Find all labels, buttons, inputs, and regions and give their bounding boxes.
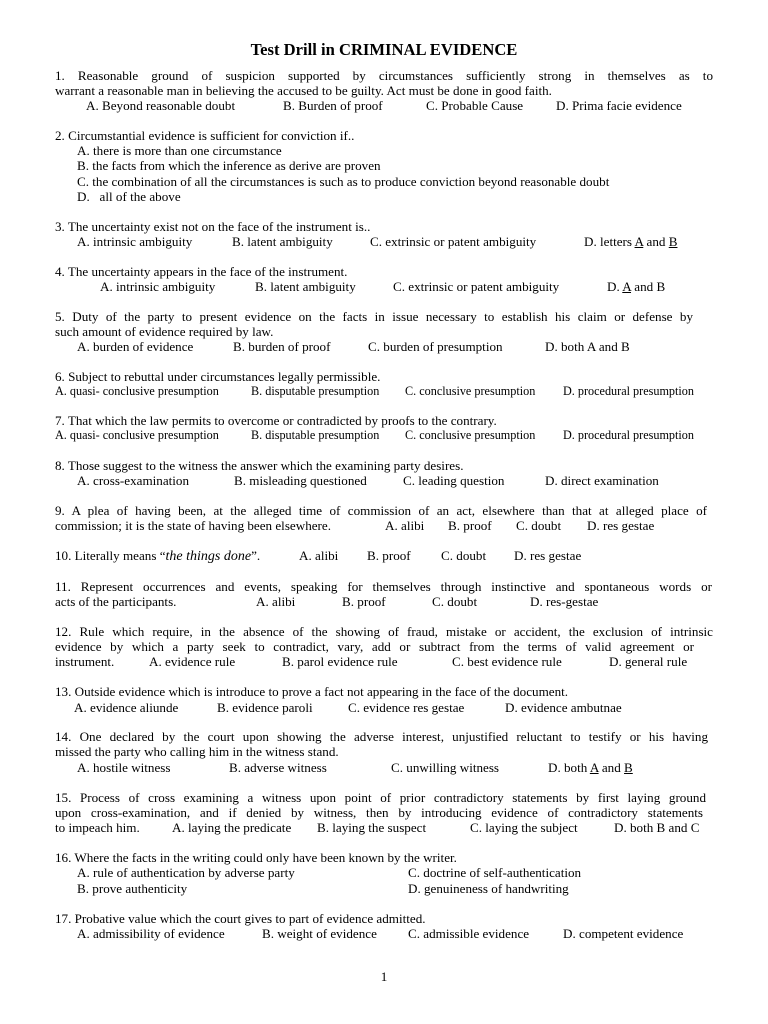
question-9-choice-a: A. alibi	[385, 518, 425, 533]
question-17-choice-a: A. admissibility of evidence	[77, 926, 225, 941]
question-14-choice-b: B. adverse witness	[229, 760, 327, 775]
question-14-choice-d	[548, 760, 633, 775]
question-13-choice-a: A. evidence aliunde	[74, 700, 179, 715]
question-1-choice-d: D. Prima facie evidence	[556, 98, 682, 113]
document-title: Test Drill in CRIMINAL EVIDENCE	[250, 40, 518, 59]
question-13-choice-d: D. evidence ambutnae	[505, 700, 622, 715]
question-3-choice-d-prefix: D. letters	[584, 234, 635, 249]
question-15-stem-line-3: to impeach him.	[55, 820, 140, 835]
question-15-choice-b: B. laying the suspect	[317, 820, 427, 835]
question-7-stem: 7. That which the law permits to overcome or contradicted by proofs to the contrary.	[55, 413, 497, 428]
question-11-choice-a: A. alibi	[256, 594, 296, 609]
question-3-choice-d-underlined-b: B	[668, 234, 678, 249]
question-3-choice-d	[584, 234, 677, 249]
question-9-choice-b: B. proof	[448, 518, 492, 533]
question-1-choice-b: B. Burden of proof	[283, 98, 383, 113]
question-13-choice-c: C. evidence res gestae	[348, 700, 465, 715]
question-6-stem: 6. Subject to rebuttal under circumstances legally permissible.	[55, 369, 381, 384]
question-16-stem: 16. Where the facts in the writing could only have been known by the writer.	[55, 850, 457, 865]
question-17-choice-c: C. admissible evidence	[408, 926, 530, 941]
question-17-stem: 17. Probative value which the court gives to part of evidence admitted.	[55, 911, 426, 926]
question-3-choice-a: A. intrinsic ambiguity	[77, 234, 193, 249]
question-10-choice-a: A. alibi	[299, 548, 339, 563]
question-2-choice-b: B. the facts from which the inference as derive are proven	[77, 158, 381, 173]
question-14-choice-a: A. hostile witness	[77, 760, 171, 775]
question-17-choice-b: B. weight of evidence	[262, 926, 377, 941]
question-15-choice-a: A. laying the predicate	[172, 820, 292, 835]
question-5-choice-c: C. burden of presumption	[368, 339, 503, 354]
question-11-stem-line-2: acts of the participants.	[55, 594, 177, 609]
question-16-choice-b: B. prove authenticity	[77, 881, 188, 896]
question-12-choice-c: C. best evidence rule	[452, 654, 562, 669]
question-11-choice-c: C. doubt	[432, 594, 478, 609]
question-2-choice-d: D. all of the above	[77, 189, 181, 204]
question-9-stem-line-2: commission; it is the state of having been elsewhere.	[55, 518, 331, 533]
question-8-choice-a: A. cross-examination	[77, 473, 189, 488]
question-4-choice-d	[607, 279, 665, 294]
question-10-stem	[55, 548, 260, 564]
question-8-choice-b: B. misleading questioned	[234, 473, 367, 488]
question-10-choice-c: C. doubt	[441, 548, 487, 563]
question-12-stem-line-2: evidence by which a party seek to contradict, vary, add or subtract from the terms of valid agreement or	[55, 639, 694, 654]
question-7-choice-a: A. quasi- conclusive presumption	[55, 428, 219, 442]
question-10-stem-prefix: 10. Literally means “	[55, 548, 166, 563]
question-11-choice-d: D. res-gestae	[530, 594, 599, 609]
question-14-choice-d-underlined-a: A	[589, 760, 599, 775]
question-16-choice-a: A. rule of authentication by adverse party	[77, 865, 295, 880]
question-4-choice-a: A. intrinsic ambiguity	[100, 279, 216, 294]
question-9-stem-line-1: 9. A plea of having been, at the alleged time of commission of an act, elsewhere than that at alleged place of	[55, 503, 707, 518]
question-4-choice-d-underlined-a: A	[622, 279, 632, 294]
question-10-stem-suffix: ”.	[251, 548, 261, 563]
question-14-choice-c: C. unwilling witness	[391, 760, 500, 775]
question-5-choice-d: D. both A and B	[545, 339, 630, 354]
question-6-choice-c: C. conclusive presumption	[405, 384, 536, 398]
question-9-choice-c: C. doubt	[516, 518, 562, 533]
question-6-choice-a: A. quasi- conclusive presumption	[55, 384, 219, 398]
question-10-stem-italic: the things done	[165, 549, 252, 564]
question-5-stem-line-1: 5. Duty of the party to present evidence on the facts in issue necessary to establish his claim or defense by	[55, 309, 693, 324]
question-3-choice-d-underlined-a: A	[634, 234, 644, 249]
question-15-stem-line-2: upon cross-examination, and if denied by witness, then by introducing evidence of contradictory statements	[55, 805, 703, 820]
question-9-choice-d: D. res gestae	[587, 518, 655, 533]
question-7-choice-d: D. procedural presumption	[563, 428, 694, 442]
question-12-choice-a: A. evidence rule	[149, 654, 236, 669]
question-10-choice-b: B. proof	[367, 548, 411, 563]
page-number: 1	[380, 969, 388, 984]
question-12-choice-d: D. general rule	[609, 654, 688, 669]
question-1-stem-line-1: 1. Reasonable ground of suspicion supported by circumstances sufficiently strong in themselves as to	[55, 68, 713, 83]
question-15-stem-line-1: 15. Process of cross examining a witness upon point of prior contradictory statements by first laying ground	[55, 790, 706, 805]
question-6-choice-b: B. disputable presumption	[251, 384, 380, 398]
question-17-choice-d: D. competent evidence	[563, 926, 684, 941]
question-5-stem-line-2: such amount of evidence required by law.	[55, 324, 274, 339]
question-16-choice-c: C. doctrine of self-authentication	[408, 865, 582, 880]
question-15-choice-d: D. both B and C	[614, 820, 700, 835]
question-12-choice-b: B. parol evidence rule	[282, 654, 398, 669]
question-2-stem: 2. Circumstantial evidence is sufficient for conviction if..	[55, 128, 355, 143]
question-4-choice-d-rest: and B	[631, 279, 666, 294]
question-8-choice-c: C. leading question	[403, 473, 505, 488]
question-5-choice-a: A. burden of evidence	[77, 339, 194, 354]
question-1-stem-line-2: warrant a reasonable man in believing the accused to be guilty. Act must be done in good faith.	[55, 83, 552, 98]
question-3-stem: 3. The uncertainty exist not on the face of the instrument is..	[55, 219, 371, 234]
question-13-choice-b: B. evidence paroli	[217, 700, 313, 715]
question-4-choice-d-prefix: D.	[607, 279, 623, 294]
question-10-choice-d: D. res gestae	[514, 548, 582, 563]
question-3-choice-b: B. latent ambiguity	[232, 234, 333, 249]
question-14-stem-line-2: missed the party who calling him in the witness stand.	[55, 744, 339, 759]
question-4-stem: 4. The uncertainty appears in the face of the instrument.	[55, 264, 348, 279]
question-1-choice-c: C. Probable Cause	[426, 98, 524, 113]
question-5-choice-b: B. burden of proof	[233, 339, 331, 354]
question-2-choice-c: C. the combination of all the circumstances is such as to produce conviction beyond reasonable doubt	[77, 174, 610, 189]
question-12-stem-line-1: 12. Rule which require, in the absence of the showing of fraud, mistake or accident, the exclusion of intrinsic	[55, 624, 713, 639]
question-8-stem: 8. Those suggest to the witness the answer which the examining party desires.	[55, 458, 464, 473]
question-12-stem-line-3: instrument.	[55, 654, 115, 669]
question-6-choice-d: D. procedural presumption	[563, 384, 694, 398]
question-11-stem-line-1: 11. Represent occurrences and events, speaking for themselves through instinctive and spontaneous words or	[55, 579, 712, 594]
question-8-choice-d: D. direct examination	[545, 473, 659, 488]
question-14-stem-line-1: 14. One declared by the court upon showing the adverse interest, unjustified reluctant to testify or his having	[55, 729, 708, 744]
question-3-choice-c: C. extrinsic or patent ambiguity	[370, 234, 537, 249]
question-16-choice-d: D. genuineness of handwriting	[408, 881, 569, 896]
question-2-choice-a: A. there is more than one circumstance	[77, 143, 282, 158]
question-7-choice-b: B. disputable presumption	[251, 428, 380, 442]
question-4-choice-b: B. latent ambiguity	[255, 279, 356, 294]
question-15-choice-c: C. laying the subject	[470, 820, 578, 835]
question-3-choice-d-and: and	[643, 234, 669, 249]
question-1-choice-a: A. Beyond reasonable doubt	[86, 98, 236, 113]
question-11-choice-b: B. proof	[342, 594, 386, 609]
question-13-stem: 13. Outside evidence which is introduce to prove a fact not appearing in the face of the document.	[55, 684, 569, 699]
question-7-choice-c: C. conclusive presumption	[405, 428, 536, 442]
question-14-choice-d-prefix: D. both	[548, 760, 590, 775]
question-14-choice-d-and: and	[598, 760, 625, 775]
question-14-choice-d-underlined-b: B	[624, 760, 633, 775]
question-4-choice-c: C. extrinsic or patent ambiguity	[393, 279, 560, 294]
